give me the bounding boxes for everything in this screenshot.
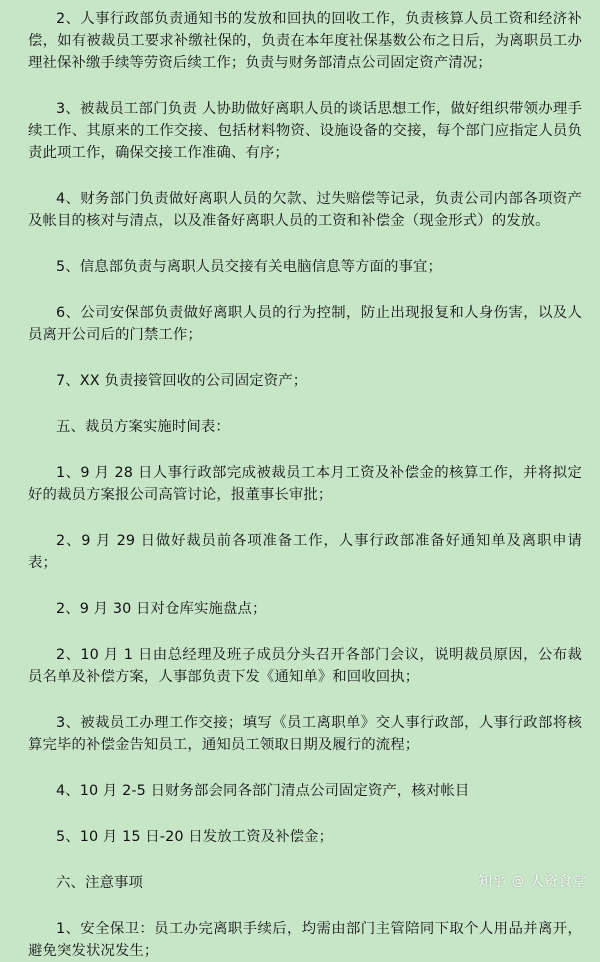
paragraph-schedule-handover: 3、被裁员工办理工作交接；填写《员工离职单》交人事行政部，人事行政部将核算完毕的补偿金告知员工，通知员工领取日期及履行的流程； — [28, 715, 582, 753]
paragraph-asset-takeover: 7、XX 负责接管回收的公司固定资产； — [56, 373, 308, 389]
watermark-separator: @ — [512, 874, 524, 888]
paragraph-security-duties: 6、公司安保部负责做好离职人员的行为控制，防止出现报复和人身伤害，以及人员离开公司后的门禁工作； — [28, 305, 582, 343]
paragraph-schedule-0928: 1、9 月 28 日人事行政部完成被裁员工本月工资及补偿金的核算工作，并将拟定好的裁员方案报公司高管讨论，报董事长审批； — [28, 465, 582, 503]
paragraph-hr-duties: 2、人事行政部负责通知书的发放和回执的回收工作，负责核算人员工资和经济补偿，如有被裁员工要求补缴社保的，负责在本年度社保基数公布之日后，为离职员工办理社保补缴手续等劳资后续工作；负责与财务部清点公司固定资产清况； — [28, 11, 582, 71]
watermark-author: 人资食堂 — [530, 874, 586, 890]
section-heading-notes: 六、注意事项 — [56, 875, 143, 891]
paragraph-finance-duties: 4、财务部门负责做好离职人员的欠款、过失赔偿等记录，负责公司内部各项资产及帐目的核对与清点，以及准备好离职人员的工资和补偿金（现金形式）的发放。 — [28, 191, 582, 229]
paragraph-safety-note: 1、安全保卫：员工办完离职手续后，均需由部门主管陪同下取个人用品并离开，避免突发状况发生； — [28, 921, 582, 959]
paragraph-schedule-1001: 2、10 月 1 日由总经理及班子成员分头召开各部门会议，说明裁员原因，公布裁员名单及补偿方案，人事部负责下发《通知单》和回收回执； — [28, 647, 582, 685]
paragraph-dept-handover: 3、被裁员工部门负责 人协助做好离职人员的谈话思想工作，做好组织带领办理手续工作、其原来的工作交接、包括材料物资、设施设备的交接，每个部门应指定人员负责此项工作，确保交接工作准确、有序； — [28, 101, 582, 161]
paragraph-schedule-1015: 5、10 月 15 日-20 日发放工资及补偿金； — [56, 829, 334, 845]
watermark-platform: 知乎 — [478, 874, 506, 890]
paragraph-schedule-1002: 4、10 月 2-5 日财务部会同各部门清点公司固定资产，核对帐目 — [56, 783, 470, 799]
paragraph-schedule-0930: 2、9 月 30 日对仓库实施盘点； — [56, 601, 267, 617]
paragraph-it-duties: 5、信息部负责与离职人员交接有关电脑信息等方面的事宜； — [56, 259, 443, 275]
paragraph-schedule-0929: 2、9 月 29 日做好裁员前各项准备工作，人事行政部准备好通知单及离职申请表； — [28, 533, 582, 571]
zhihu-watermark — [478, 871, 586, 891]
section-heading-schedule: 五、裁员方案实施时间表： — [56, 419, 230, 435]
